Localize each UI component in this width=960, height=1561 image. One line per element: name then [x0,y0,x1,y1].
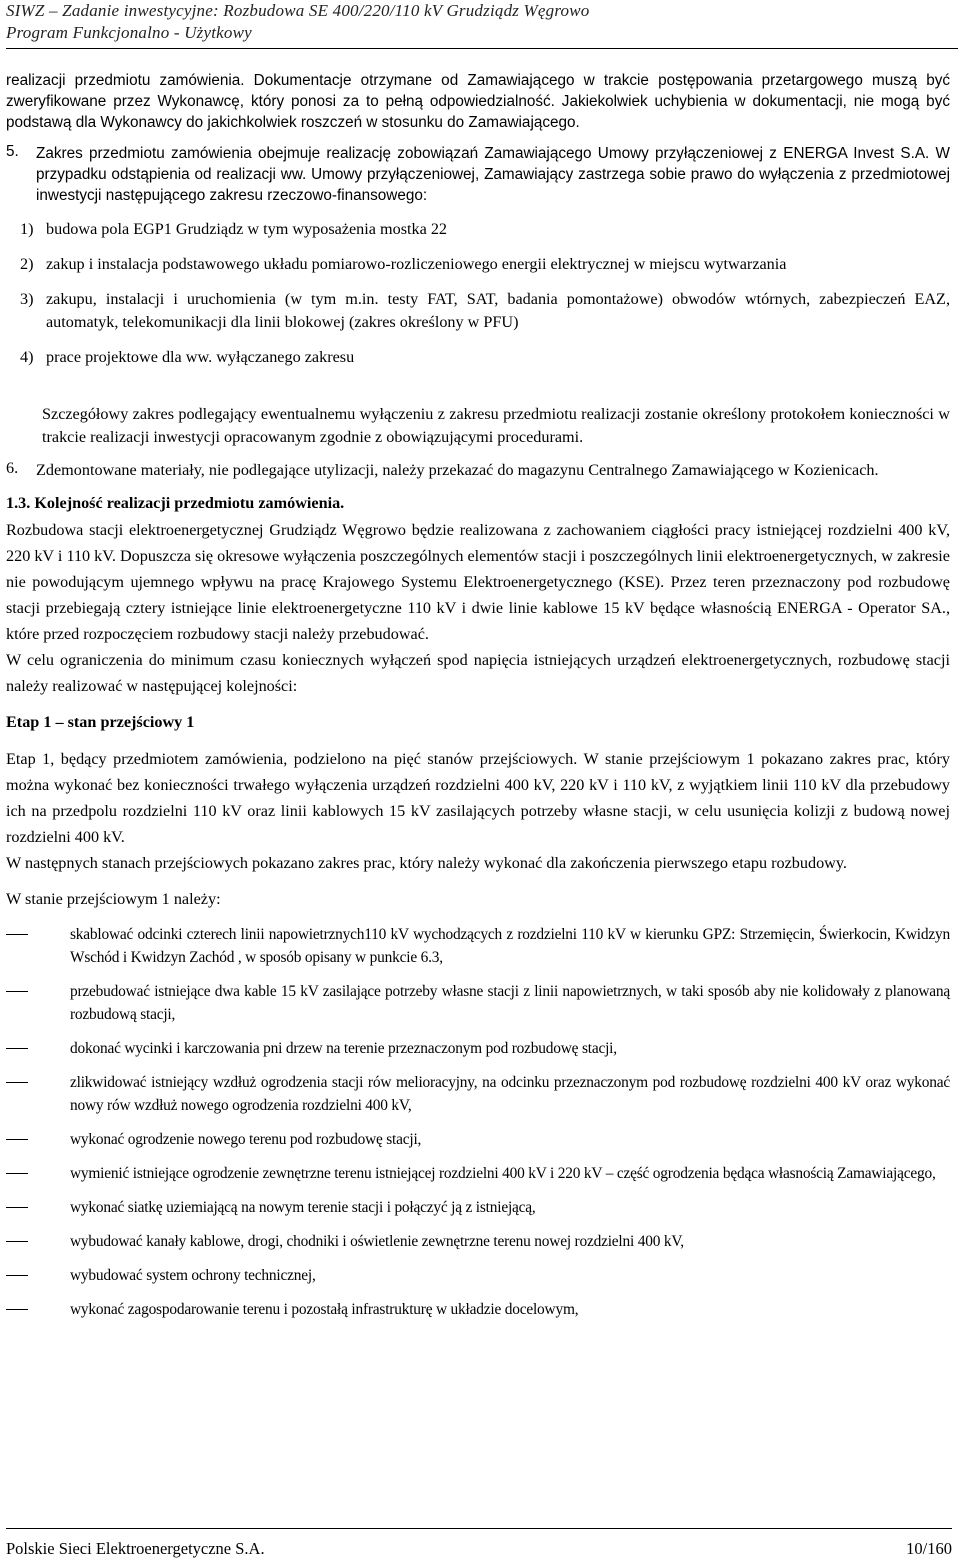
item-5 [6,143,950,206]
list-item-text: wykonać siatkę uziemiającą na nowym terenie stacji i połączyć ją z istniejącą, [70,1199,536,1216]
header-title: SIWZ – Zadanie inwestycyjne: Rozbudowa SE 400/220/110 kV Grudziądz Węgrowo [6,1,590,20]
etap-heading: Etap 1 – stan przejściowy 1 [6,713,195,731]
list-item-text: budowa pola EGP1 Grudziądz w tym wyposażenia mostka 22 [46,220,448,238]
list-item [6,1128,950,1151]
list-item-number: 1) [20,220,34,238]
document-body [6,70,950,1332]
item-5-text: Zakres przedmiotu zamówienia obejmuje realizację zobowiązań Zamawiającego Umowy przyłączeniowej z ENERGA Invest S.A. W przypadku odstąpienia od realizacji ww. Umowy przyłączeniowej, Zamawiający zastrzega sobie prawo do wyłączenia z przedmiotowej inwestycji następującego zakresu rzeczowo-finansowego: [36,145,950,204]
list-item-text: wybudować system ochrony technicznej, [70,1267,316,1284]
page-header [6,0,956,44]
list-item-text: przebudować istniejące dwa kable 15 kV zasilające potrzeby własne stacji z linii napowietrznych, w taki sposób aby nie kolidowały z planowaną rozbudową stacji, [70,983,950,1023]
task-list [6,923,950,1321]
page-number: 10/160 [906,1539,952,1558]
exclusion-list [20,218,950,369]
list-item-text: skablować odcinki czterech linii napowietrznych110 kV wychodzących z rozdzielni 110 kV w kierunku GPZ: Strzemięcin, Świerkocin, Kwidzyn Wschód i Kwidzyn Zachód , w sposób opisany w punkcie 6.3, [70,926,950,966]
list-item-text: zakup i instalacja podstawowego układu pomiarowo-rozliczeniowego energii elektrycznej w miejscu wytwarzania [46,255,787,273]
dash-bullet [6,1162,70,1185]
dash-bullet [6,1230,70,1253]
etap-paragraph-2: W następnych stanach przejściowych pokazano zakres prac, który należy wykonać dla zakończenia pierwszego etapu rozbudowy. [6,854,847,872]
list-item-text: wykonać ogrodzenie nowego terenu pod rozbudowę stacji, [70,1131,422,1148]
etap-intro: W stanie przejściowym 1 należy: [6,890,221,908]
item-6-number: 6. [6,459,19,477]
list-item [6,923,950,969]
list-item-text: prace projektowe dla ww. wyłączanego zakresu [46,348,355,366]
dash-bullet [6,980,70,1026]
page-footer [6,1528,952,1558]
dash-bullet [6,1128,70,1151]
dash-bullet [6,1037,70,1060]
list-item [20,288,950,334]
list-item [6,1298,950,1321]
dash-bullet [6,923,70,969]
list-item [20,346,950,369]
header-rule [6,48,958,49]
list-item [20,218,950,241]
list-item-text: wymienić istniejące ogrodzenie zewnętrzne terenu istniejącej rozdzielni 400 kV i 220 kV – część ogrodzenia będąca własnością Zamawiającego, [70,1165,936,1182]
list-item-text: dokonać wycinki i karczowania pni drzew na terenie przeznaczonym pod rozbudowę stacji, [70,1040,617,1057]
intro-paragraph: realizacji przedmiotu zamówienia. Dokumentacje otrzymane od Zamawiającego w trakcie postępowania przetargowego muszą być zweryfikowane przez Wykonawcę, który ponosi za to pełną odpowiedzialność. Jakiekolwiek uchybienia w dokumentacji, nie mogą być podstawą dla Wykonawcy do jakichkolwiek roszczeń w stosunku do Zamawiającego. [6,72,950,131]
etap-paragraph: Etap 1, będący przedmiotem zamówienia, podzielono na pięć stanów przejściowych. W stanie przejściowym 1 pokazano zakres prac, który można wykonać bez konieczności trwałego wyłączenia urządzeń rozdzielni 400 kV, 220 kV i 110 kV, z wyjątkiem linii 110 kV dla przebudowy ich na przedpolu rozdzielni 110 kV oraz linii kablowych 15 kV zasilających potrzeby własne stacji, w celu usunięcia kolizji z budową nowej rozdzielni 400 kV. [6,750,950,846]
exclusion-note: Szczegółowy zakres podlegający ewentualnemu wyłączeniu z zakresu przedmiotu realizacji zostanie określony protokołem konieczności w trakcie realizacji inwestycji opracowanym zgodnie z obowiązującymi procedurami. [42,405,950,446]
list-item-text: wybudować kanały kablowe, drogi, chodniki i oświetlenie zewnętrzne terenu nowej rozdzielni 400 kV, [70,1233,684,1250]
list-item-text: zakupu, instalacji i uruchomienia (w tym m.in. testy FAT, SAT, badania pomontażowe) obwodów wtórnych, zabezpieczeń EAZ, automatyk, telekomunikacji dla linii blokowej (zakres określony w PFU) [46,290,950,331]
list-item [6,1264,950,1287]
list-item-text: zlikwidować istniejący wzdłuż ogrodzenia stacji rów melioracyjny, na odcinku przeznaczonym pod rozbudowę rozdzielni 400 kV oraz wykonać nowy rów wzdłuż nowego ogrodzenia rozdzielni 400 kV, [70,1074,950,1114]
dash-bullet [6,1196,70,1219]
footer-company: Polskie Sieci Elektroenergetyczne S.A. [6,1539,265,1558]
list-item-number: 4) [20,348,34,366]
list-item [6,1071,950,1117]
section-paragraph: Rozbudowa stacji elektroenergetycznej Grudziądz Węgrowo będzie realizowana z zachowaniem ciągłości pracy istniejącej rozdzielni 400 kV, 220 kV i 110 kV. Dopuszcza się okresowe wyłączenia poszczególnych elementów stacji i poszczególnych linii elektroenergetycznych, w zakresie nie powodującym ujemnego wpływu na pracę Krajowego Systemu Elektroenergetycznego (KSE). Przez teren przeznaczony pod rozbudowę stacji przebiegają cztery istniejące linie elektroenergetyczne 110 kV i dwie linie kablowe 15 kV będące własnością ENERGA - Operator SA., które przed rozpoczęciem rozbudowy stacji należy przebudować. [6,521,950,643]
list-item-text: wykonać zagospodarowanie terenu i pozostałą infrastrukturę w układzie docelowym, [70,1301,579,1318]
header-subtitle: Program Funkcjonalno - Użytkowy [6,23,252,42]
dash-bullet [6,1298,70,1321]
item-6 [6,459,950,482]
section-paragraph-2: W celu ograniczenia do minimum czasu koniecznych wyłączeń spod napięcia istniejących urządzeń elektroenergetycznych, rozbudowę stacji należy realizować w następującej kolejności: [6,651,950,695]
list-item-number: 3) [20,290,34,308]
section-heading: 1.3. Kolejność realizacji przedmiotu zamówienia. [6,494,345,512]
list-item [6,1230,950,1253]
list-item [20,253,950,276]
list-item [6,1037,950,1060]
dash-bullet [6,1071,70,1117]
list-item [6,1162,950,1185]
list-item-number: 2) [20,255,34,273]
item-5-number: 5. [6,143,19,160]
dash-bullet [6,1264,70,1287]
list-item [6,1196,950,1219]
list-item [6,980,950,1026]
item-6-text: Zdemontowane materiały, nie podlegające utylizacji, należy przekazać do magazynu Centralnego Zamawiającego w Kozienicach. [36,461,879,479]
